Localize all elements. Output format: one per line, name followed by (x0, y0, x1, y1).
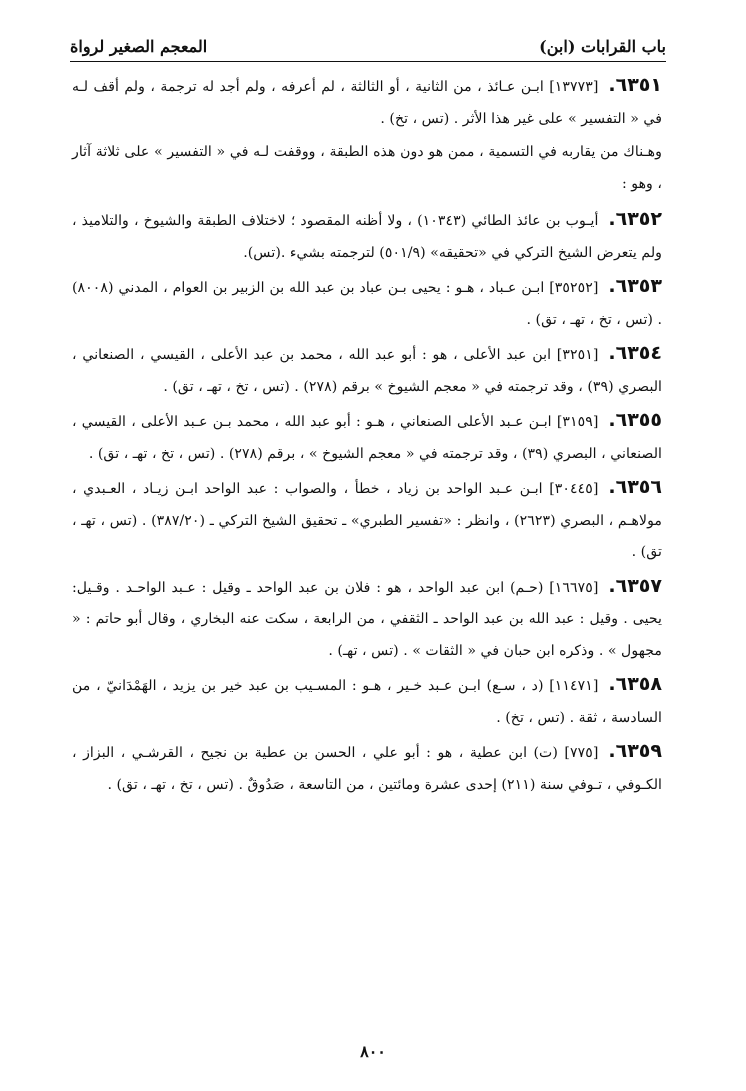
entry-number: ٦٣٥٧. (608, 574, 662, 597)
entry-text: أيـوب بن عائذ الطائي (١٠٣٤٣) ، ولا أظنه المقصود ؛ لاختلاف الطبقة والشيوخ ، والتلاميذ ، ولم يتعرض الشيخ التركي في «تحقيقه» (٥٠١/٩) لترجمته بشيء .(تس). (72, 213, 662, 261)
entry-number: ٦٣٥٨. (608, 673, 662, 695)
entry (72, 472, 662, 569)
header-book-title: المعجم الصغير لرواة (70, 36, 208, 56)
page-body (72, 70, 662, 803)
entry (72, 271, 662, 336)
entry-number: ٦٣٥٦. (608, 476, 662, 498)
entry (72, 338, 662, 403)
entry (72, 669, 662, 734)
entry-number: ٦٣٥٣. (608, 275, 662, 297)
entry (72, 736, 662, 801)
entry-number: ٦٣٥٥. (608, 409, 662, 431)
entry-text: [٣٢٥١] ابن عبد الأعلى ، هو : أبو عبد الله ، محمد بن عبد الأعلى ، القيسي ، الصنعاني ، البصري (٣٩) ، وقد ترجمته في « معجم الشيوخ » برقم (٢٧٨) . (تس ، تخ ، تهـ ، تق) . (72, 347, 662, 395)
note-paragraph: وهـناك من يقاربه في التسمية ، ممن هو دون هذه الطبقة ، ووقفت لـه في « التفسير » على ثلاثة آثار ، وهو : (72, 144, 662, 192)
entry (72, 571, 662, 668)
entry (72, 70, 662, 135)
entry-text: [٣١٥٩] ابـن عـبد الأعلى الصنعاني ، هـو : أبو عبد الله ، محمد بـن عـبد الأعلى ، القيسي ، الصنعاني ، البصري (٣٩) ، وقد ترجمته في « معجم الشيوخ » ، برقم (٢٧٨) . (تس ، تخ ، تهـ ، تق) . (72, 414, 662, 462)
entry (72, 405, 662, 470)
entry-text: [٧٧٥] (ت) ابن عطية ، هو : أبو علي ، الحسن بن عطية بن نجيح ، القرشـي ، البزاز ، الكـوفي ، تـوفي سنة (٢١١) إحدى عشرة ومائتين ، من التاسعة ، صَدُوقٌ . (تس ، تخ ، تهـ ، تق) . (72, 745, 662, 793)
entry-number: ٦٣٥٤. (608, 342, 662, 364)
page-number: ٨٠٠ (360, 1042, 386, 1061)
entry-text: [٣٥٢٥٢] ابـن عـباد ، هـو : يحيى بـن عباد بن عبد الله بن الزبير بن العوام ، المدني (٨٠٠٨) . (تس ، تخ ، تهـ ، تق) . (72, 280, 662, 328)
entry-number: ٦٣٥٩. (608, 740, 662, 762)
entry-text: [٣٠٤٤٥] ابـن عـبد الواحد بن زياد ، خطأ ، والصواب : عبد الواحد ابـن زيـاد ، العـبدي ، مولاهـم ، البصري (٢٦٢٣) ، وانظر : «تفسير الطبري» ـ تحقيق الشيخ التركي ـ (٣٨٧/٢٠) . (تس ، تهـ ، تق) . (72, 481, 662, 560)
header-rule (70, 61, 666, 62)
running-header (70, 33, 666, 59)
entry-text: [١٣٧٧٣] ابـن عـائذ ، من الثانية ، أو الثالثة ، لم أعرفه ، ولم أجد له ترجمة ، ولم أقف لـه في « التفسير » على غير هذا الأثر . (تس ، تخ) . (72, 79, 662, 127)
entry-text: [١٦٦٧٥] (حـم) ابن عبد الواحد ، هو : فلان بن عبد الواحد ـ وقيل : عـبد الواحـد . وقـيل: يحيى . وقيل : عبد الله بن عبد الواحد ـ الثقفي ، من الرابعة ، سكت عنه البخاري ، وقال أبو حاتم : « مجهول » . وذكره ابن حبان في « الثقات » . (تس ، تهـ) . (72, 579, 662, 659)
entry-number: ٦٣٥٢. (608, 208, 662, 230)
entry (72, 204, 662, 269)
entry-number: ٦٣٥١. (608, 74, 662, 96)
header-chapter-title: باب القرابات (ابن) (539, 36, 666, 56)
entry-text: [١١٤٧١] (د ، سـع) ابـن عـبد خـير ، هـو : المسـيب بن عبد خير بن يزيد ، الهَمْدَانيّ ، من السادسة ، ثقة . (تس ، تخ) . (72, 678, 662, 726)
